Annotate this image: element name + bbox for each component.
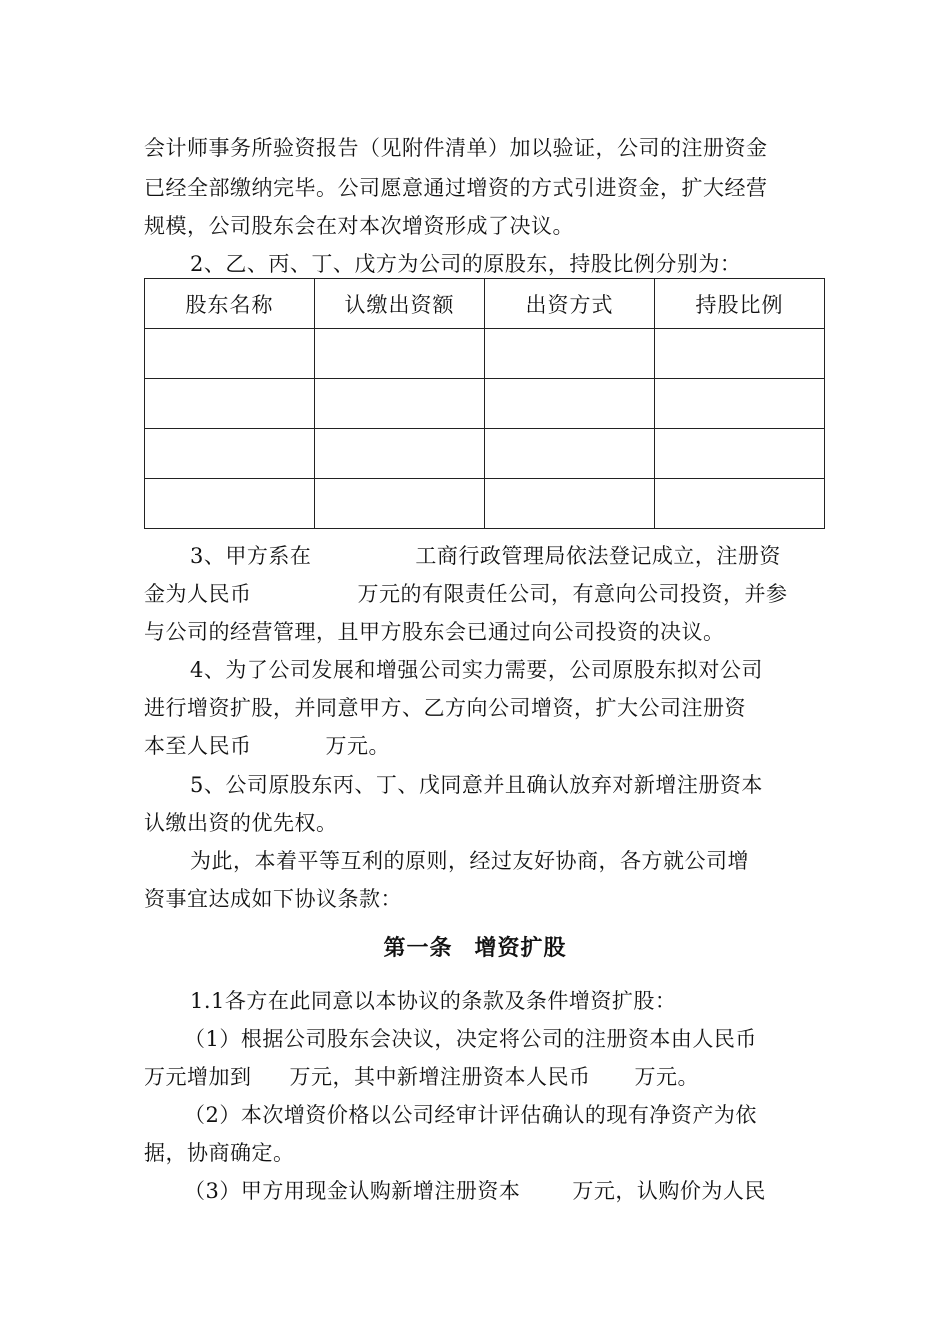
header-contribution-method: 出资方式: [485, 279, 655, 329]
header-shareholder-name: 股东名称: [145, 279, 315, 329]
item-3-line-2: [144, 579, 826, 609]
body-text-line: 会计师事务所验资报告（见附件清单）加以验证，公司的注册资金: [144, 136, 768, 160]
item-3-text: 工商行政管理局依法登记成立，注册资: [415, 544, 781, 568]
item-3-text: 金为人民币: [144, 582, 252, 606]
header-subscribed-capital: 认缴出资额: [315, 279, 485, 329]
table-cell: [315, 379, 485, 429]
article-1-heading: [0, 934, 950, 964]
table-cell: [655, 329, 825, 379]
table-cell: [485, 429, 655, 479]
sub-3-text: 万元，认购价为人民: [572, 1179, 766, 1203]
item-5-line-1: 5、公司原股东丙、丁、戊同意并且确认放弃对新增注册资本: [190, 773, 763, 797]
table-cell: [485, 329, 655, 379]
shareholder-table: [144, 278, 825, 529]
item-4-text: 本至人民币: [144, 734, 252, 758]
item-4-line-1: 4、为了公司发展和增强公司实力需要，公司原股东拟对公司: [190, 658, 763, 682]
sub-1-line-1: （1）根据公司股东会决议，决定将公司的注册资本由人民币: [184, 1027, 757, 1051]
table-cell: [485, 379, 655, 429]
table-cell: [485, 479, 655, 529]
item-5-line-2: 认缴出资的优先权。: [144, 811, 338, 835]
sub-3-text: （3）甲方用现金认购新增注册资本: [184, 1179, 521, 1203]
table-cell: [315, 479, 485, 529]
sub-2-line-2: 据，协商确定。: [144, 1141, 295, 1165]
table-cell: [655, 379, 825, 429]
table-cell: [145, 329, 315, 379]
item-3-line-1: [190, 541, 826, 571]
sub-3-line-1: [184, 1176, 820, 1206]
preamble-line-2: 资事宜达成如下协议条款：: [144, 887, 402, 911]
sub-1-text: 万元。: [634, 1065, 699, 1089]
table-cell: [315, 429, 485, 479]
article-number: 第一条: [383, 936, 453, 961]
table-cell: [145, 379, 315, 429]
sub-1-text: 万元，其中新增注册资本人民币: [289, 1065, 591, 1089]
table-row: [145, 429, 825, 479]
item-3-line-3: 与公司的经营管理，且甲方股东会已通过向公司投资的决议。: [144, 620, 725, 644]
preamble-line-1: 为此，本着平等互利的原则，经过友好协商，各方就公司增: [190, 849, 749, 873]
table-cell: [315, 329, 485, 379]
sub-1-text: 万元增加到: [144, 1065, 252, 1089]
table-header-row: [145, 279, 825, 329]
body-text-line: 规模，公司股东会在对本次增资形成了决议。: [144, 214, 574, 238]
article-title: 增资扩股: [474, 936, 567, 961]
sub-2-line-1: （2）本次增资价格以公司经审计评估确认的现有净资产为依: [184, 1103, 757, 1127]
item-3-text: 3、甲方系在: [190, 544, 312, 568]
header-shareholding-ratio: 持股比例: [655, 279, 825, 329]
item-2-text: 2、乙、丙、丁、戊方为公司的原股东，持股比例分别为：: [190, 252, 742, 276]
sub-1-line-2: [144, 1062, 826, 1092]
item-4-line-3: [144, 731, 826, 761]
table-cell: [145, 429, 315, 479]
item-4-line-2: 进行增资扩股，并同意甲方、乙方向公司增资，扩大公司注册资: [144, 696, 746, 720]
table-cell: [145, 479, 315, 529]
table-cell: [655, 479, 825, 529]
table-row: [145, 329, 825, 379]
clause-1-1: 1.1各方在此同意以本协议的条款及条件增资扩股：: [190, 989, 677, 1013]
table-row: [145, 479, 825, 529]
table-row: [145, 379, 825, 429]
body-text-line: 已经全部缴纳完毕。公司愿意通过增资的方式引进资金，扩大经营: [144, 176, 768, 200]
item-3-text: 万元的有限责任公司，有意向公司投资，并参: [357, 582, 788, 606]
item-4-text: 万元。: [325, 734, 390, 758]
table-cell: [655, 429, 825, 479]
